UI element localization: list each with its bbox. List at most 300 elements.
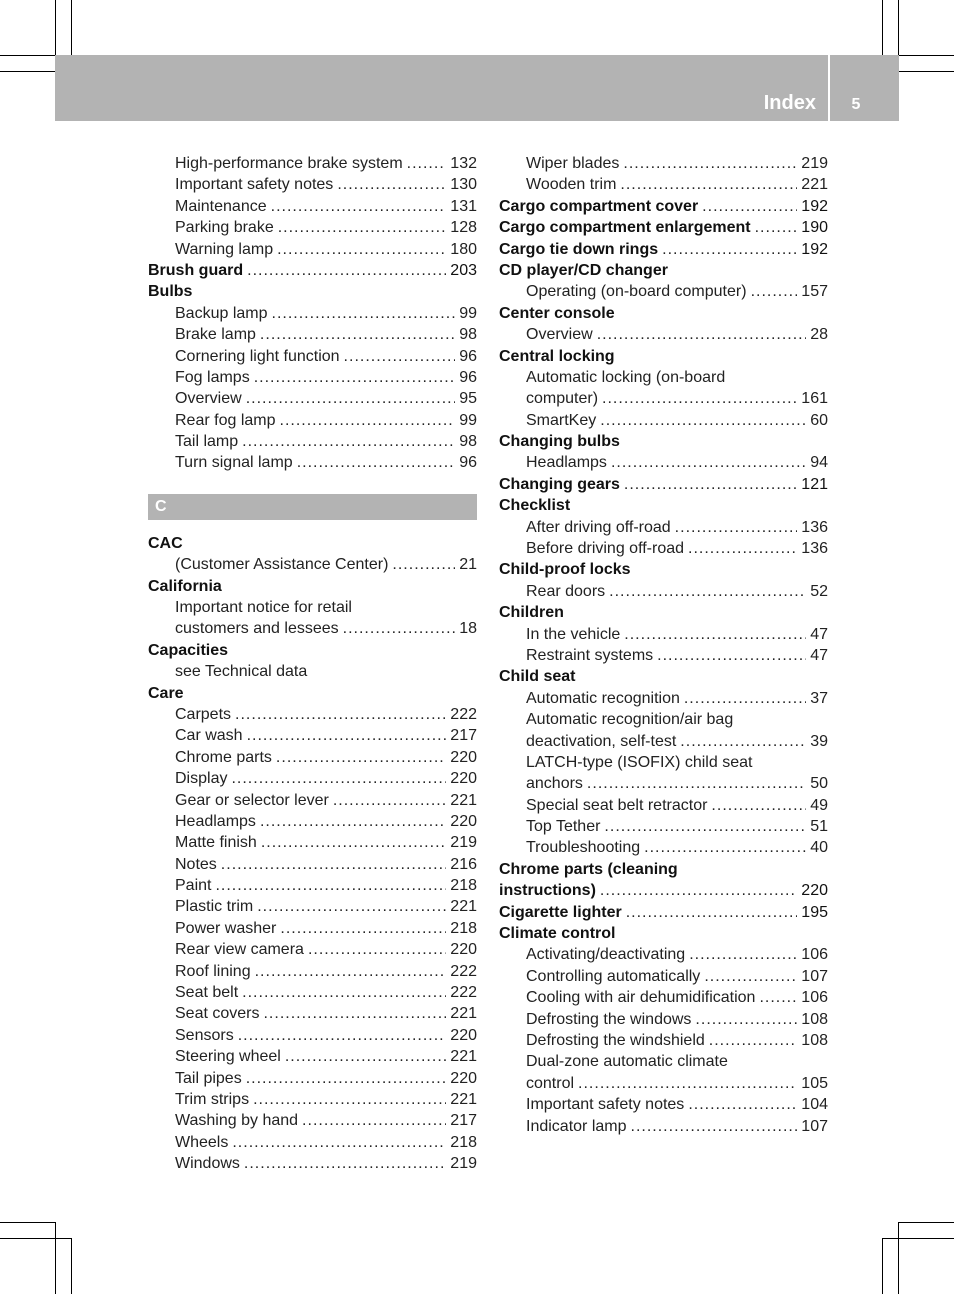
entry-text: Cargo compartment cover	[499, 197, 699, 215]
index-entry-main	[148, 683, 477, 704]
index-entry-main	[499, 346, 828, 367]
index-entry-sub	[499, 944, 828, 965]
index-entry-main	[499, 196, 828, 217]
leader-dots	[644, 837, 806, 858]
entry-text: California	[148, 577, 222, 595]
entry-text: anchors	[526, 775, 583, 793]
entry-text: Car wash	[175, 727, 243, 745]
index-entry-sub	[148, 1046, 477, 1067]
index-entry-sub	[148, 597, 477, 618]
entry-text: see Technical data	[175, 663, 308, 681]
entry-text: Washing by hand	[175, 1112, 299, 1130]
crop-mark	[898, 1222, 899, 1294]
leader-dots	[657, 645, 806, 666]
entry-page-number: 219	[450, 1155, 477, 1173]
leader-dots	[333, 790, 446, 811]
index-entry-sub	[499, 838, 828, 859]
leader-dots	[623, 153, 797, 174]
entry-page-number: 157	[801, 283, 828, 301]
entry-text: Central locking	[499, 347, 615, 365]
index-entry-sub	[499, 388, 828, 409]
index-entry-sub	[148, 1025, 477, 1046]
index-entry-sub	[499, 709, 828, 730]
header-divider	[828, 55, 830, 121]
leader-dots	[709, 1030, 798, 1051]
index-entry-list	[148, 533, 477, 1175]
entry-page-number: 37	[810, 689, 828, 707]
leader-dots	[260, 811, 446, 832]
entry-page-number: 217	[450, 1112, 477, 1130]
entry-page-number: 106	[801, 989, 828, 1007]
entry-text: Parking brake	[175, 219, 274, 237]
index-entry-main	[499, 666, 828, 687]
entry-page-number: 108	[801, 1032, 828, 1049]
entry-text: Headlamps	[175, 812, 256, 830]
index-entry-sub	[148, 1132, 477, 1153]
entry-page-number: 203	[450, 261, 477, 279]
index-entry-main	[499, 239, 828, 260]
entry-page-number: 99	[459, 411, 477, 429]
index-entry-sub	[148, 431, 477, 452]
index-entry-main	[148, 576, 477, 597]
leader-dots	[238, 1025, 447, 1046]
entry-page-number: 105	[801, 1074, 828, 1092]
index-entry-sub	[499, 987, 828, 1008]
leader-dots	[280, 918, 446, 939]
leader-dots	[254, 367, 456, 388]
index-entry-main	[499, 431, 828, 452]
index-entry-sub	[148, 196, 477, 217]
leader-dots	[215, 875, 446, 896]
entry-text: Sensors	[175, 1026, 234, 1044]
entry-text: SmartKey	[526, 411, 597, 429]
entry-page-number: 222	[450, 962, 477, 980]
entry-page-number: 221	[450, 1048, 477, 1066]
entry-page-number: 180	[450, 240, 477, 258]
index-entry-sub	[499, 281, 828, 302]
entry-text: Wheels	[175, 1133, 229, 1151]
index-entry-sub	[148, 704, 477, 725]
entry-text: Child-proof locks	[499, 561, 631, 579]
index-entry-sub	[148, 939, 477, 960]
index-entry-main	[499, 859, 828, 880]
entry-text: Headlamps	[526, 454, 607, 472]
index-entry-main	[499, 495, 828, 516]
leader-dots	[221, 854, 447, 875]
leader-dots	[751, 281, 798, 302]
entry-page-number: 94	[810, 454, 828, 472]
entry-page-number: 222	[450, 984, 477, 1002]
entry-text: Climate control	[499, 925, 616, 943]
entry-text: Before driving off-road	[526, 540, 685, 558]
entry-text: Special seat belt retractor	[526, 796, 708, 814]
crop-mark	[55, 0, 56, 55]
index-entry-sub	[148, 832, 477, 853]
leader-dots	[297, 452, 456, 473]
entry-page-number: 221	[450, 898, 477, 916]
leader-dots	[278, 217, 447, 238]
index-entry-main	[148, 260, 477, 281]
index-entry-sub	[499, 966, 828, 987]
index-entry-main	[499, 602, 828, 623]
leader-dots	[597, 324, 807, 345]
entry-page-number: 95	[459, 390, 477, 408]
entry-page-number: 190	[801, 219, 828, 237]
entry-page-number: 136	[801, 540, 828, 558]
entry-text: Important safety notes	[526, 1096, 685, 1114]
entry-text: Capacities	[148, 641, 229, 659]
entry-page-number: 216	[450, 855, 477, 873]
leader-dots	[407, 153, 447, 174]
entry-page-number: 47	[810, 646, 828, 664]
index-entry-main	[499, 260, 828, 281]
entry-page-number: 219	[801, 154, 828, 172]
index-entry-main	[148, 281, 477, 302]
entry-text: instructions)	[499, 882, 596, 900]
entry-page-number: 221	[450, 1091, 477, 1108]
index-entry-sub	[148, 554, 477, 575]
entry-page-number: 50	[810, 775, 828, 793]
entry-text: Plastic trim	[175, 898, 254, 916]
entry-text: Cornering light function	[175, 347, 340, 365]
entry-text: Brush guard	[148, 261, 244, 279]
entry-text: Chrome parts (cleaning	[499, 860, 678, 878]
entry-page-number: 221	[450, 1005, 477, 1023]
leader-dots	[600, 410, 806, 431]
leader-dots	[755, 217, 798, 238]
index-entry-sub	[148, 618, 477, 639]
entry-text: Matte finish	[175, 834, 257, 852]
entry-text: Restraint systems	[526, 646, 654, 664]
leader-dots	[602, 388, 797, 409]
leader-dots	[235, 704, 446, 725]
crop-mark	[898, 0, 899, 55]
index-entry-sub	[148, 324, 477, 345]
leader-dots	[246, 1068, 447, 1089]
page-number: 5	[851, 96, 861, 113]
index-entry-main	[499, 303, 828, 324]
index-entry-sub	[499, 452, 828, 473]
entry-page-number: 218	[450, 877, 477, 895]
leader-dots	[624, 474, 797, 495]
index-entry-list	[148, 153, 477, 474]
leader-dots	[675, 517, 798, 538]
index-entry-main	[499, 559, 828, 580]
leader-dots	[578, 1073, 797, 1094]
leader-dots	[392, 554, 455, 575]
entry-text: Defrosting the windshield	[526, 1032, 705, 1049]
leader-dots	[611, 452, 806, 473]
entry-page-number: 219	[450, 834, 477, 852]
index-entry-sub	[148, 961, 477, 982]
entry-text: Display	[175, 770, 228, 788]
entry-text: Changing gears	[499, 475, 620, 493]
entry-text: Paint	[175, 877, 212, 895]
entry-page-number: 40	[810, 839, 828, 857]
index-entry-sub	[499, 1009, 828, 1030]
leader-dots	[271, 196, 447, 217]
leader-dots	[711, 795, 806, 816]
entry-page-number: 96	[459, 454, 477, 472]
crop-mark	[71, 1238, 72, 1294]
index-entry-sub	[148, 854, 477, 875]
entry-text: Center console	[499, 304, 615, 322]
entry-page-number: 51	[810, 818, 828, 836]
leader-dots	[609, 581, 806, 602]
index-entry-sub	[148, 1110, 477, 1131]
entry-text: Cooling with air dehumidification	[526, 989, 756, 1007]
crop-mark	[0, 1238, 71, 1239]
index-entry-sub	[148, 1068, 477, 1089]
index-entry-sub	[499, 731, 828, 752]
entry-text: deactivation, self-test	[526, 732, 677, 750]
crop-mark	[899, 55, 954, 56]
entry-text: Indicator lamp	[526, 1117, 627, 1135]
entry-text: customers and lessees	[175, 620, 339, 638]
entry-page-number: 220	[801, 882, 828, 900]
leader-dots	[344, 346, 456, 367]
entry-text: Tail lamp	[175, 433, 239, 451]
entry-page-number: 220	[450, 770, 477, 788]
index-entry-sub	[499, 517, 828, 538]
leader-dots	[680, 731, 806, 752]
entry-text: Child seat	[499, 668, 576, 686]
entry-page-number: 192	[801, 197, 828, 215]
entry-text: Rear doors	[526, 582, 606, 600]
index-entry-sub	[148, 875, 477, 896]
leader-dots	[247, 260, 446, 281]
entry-page-number: 132	[450, 154, 477, 172]
entry-text: Cargo tie down rings	[499, 240, 659, 258]
index-entry-sub	[499, 773, 828, 794]
entry-text: Seat belt	[175, 984, 239, 1002]
index-entry-sub	[148, 725, 477, 746]
index-entry-sub	[499, 1116, 828, 1137]
leader-dots	[308, 939, 446, 960]
entry-text: After driving off-road	[526, 518, 671, 536]
entry-page-number: 18	[459, 620, 477, 638]
index-entry-sub	[148, 790, 477, 811]
index-entry-sub	[499, 153, 828, 174]
entry-text: (Customer Assistance Center)	[175, 556, 389, 574]
leader-dots	[285, 1046, 446, 1067]
entry-page-number: 221	[801, 176, 828, 194]
leader-dots	[253, 1089, 446, 1110]
entry-text: Important notice for retail	[175, 599, 352, 617]
index-column-left	[148, 153, 477, 1175]
entry-page-number: 60	[810, 411, 828, 429]
entry-page-number: 104	[801, 1096, 828, 1114]
crop-mark	[883, 1238, 954, 1239]
entry-text: Automatic recognition	[526, 689, 680, 707]
index-entry-sub	[148, 410, 477, 431]
index-entry-sub	[499, 645, 828, 666]
entry-page-number: 220	[450, 1069, 477, 1087]
entry-text: Defrosting the windows	[526, 1010, 692, 1028]
crop-mark	[0, 1222, 55, 1223]
entry-text: LATCH-type (ISOFIX) child seat	[526, 753, 753, 771]
leader-dots	[257, 896, 446, 917]
entry-page-number: 49	[810, 796, 828, 814]
index-entry-sub	[499, 752, 828, 773]
index-entry-list	[499, 153, 828, 1137]
entry-page-number: 131	[450, 197, 477, 215]
entry-text: Gear or selector lever	[175, 791, 329, 809]
entry-text: Wiper blades	[526, 154, 620, 172]
leader-dots	[688, 538, 797, 559]
entry-page-number: 161	[801, 390, 828, 408]
entry-page-number: 107	[801, 1117, 828, 1135]
leader-dots	[626, 902, 798, 923]
entry-text: Children	[499, 604, 564, 622]
leader-dots	[302, 1110, 446, 1131]
leader-dots	[600, 880, 797, 901]
entry-page-number: 99	[459, 304, 477, 322]
index-entry-sub	[148, 768, 477, 789]
entry-text: Activating/deactivating	[526, 946, 686, 964]
entry-page-number: 220	[450, 1026, 477, 1044]
entry-page-number: 96	[459, 368, 477, 386]
entry-text: CAC	[148, 534, 183, 552]
index-entry-main	[148, 533, 477, 554]
entry-page-number: 106	[801, 946, 828, 964]
index-entry-sub	[148, 346, 477, 367]
entry-text: CD player/CD changer	[499, 261, 668, 279]
leader-dots	[688, 1094, 797, 1115]
entry-page-number: 128	[450, 219, 477, 237]
index-entry-sub	[148, 452, 477, 473]
entry-text: Carpets	[175, 705, 232, 723]
index-entry-sub	[499, 367, 828, 388]
crop-mark	[899, 1222, 954, 1223]
index-entry-sub	[499, 1094, 828, 1115]
index-entry-sub	[148, 217, 477, 238]
entry-text: Backup lamp	[175, 304, 268, 322]
leader-dots	[343, 618, 456, 639]
entry-text: Steering wheel	[175, 1048, 281, 1066]
index-entry-main	[499, 474, 828, 495]
leader-dots	[244, 1153, 446, 1174]
page-title: Index	[763, 92, 816, 114]
leader-dots	[261, 832, 446, 853]
index-entry-sub	[148, 239, 477, 260]
index-entry-sub	[148, 388, 477, 409]
index-entry-sub	[499, 1030, 828, 1051]
leader-dots	[231, 768, 446, 789]
index-entry-sub	[499, 688, 828, 709]
entry-text: Operating (on-board computer)	[526, 283, 747, 301]
index-entry-sub	[148, 1003, 477, 1024]
entry-page-number: 21	[459, 556, 477, 574]
entry-page-number: 39	[810, 732, 828, 750]
entry-text: Checklist	[499, 497, 571, 515]
entry-page-number: 217	[450, 727, 477, 745]
index-entry-sub	[148, 982, 477, 1003]
entry-text: Wooden trim	[526, 176, 617, 194]
leader-dots	[242, 431, 455, 452]
entry-text: control	[526, 1074, 575, 1092]
index-entry-sub	[499, 624, 828, 645]
index-entry-main	[499, 923, 828, 944]
entry-text: Chrome parts	[175, 748, 272, 766]
index-entry-sub	[499, 581, 828, 602]
entry-page-number: 136	[801, 518, 828, 536]
leader-dots	[624, 624, 806, 645]
leader-dots	[232, 1132, 446, 1153]
leader-dots	[684, 688, 806, 709]
entry-text: Brake lamp	[175, 326, 256, 344]
entry-page-number: 52	[810, 582, 828, 600]
index-entry-main	[499, 880, 828, 901]
index-entry-main	[499, 217, 828, 238]
leader-dots	[260, 324, 455, 345]
entry-text: Automatic recognition/air bag	[526, 711, 734, 729]
index-entry-sub	[499, 1073, 828, 1094]
leader-dots	[280, 410, 456, 431]
entry-page-number: 218	[450, 1133, 477, 1151]
entry-text: Overview	[526, 326, 593, 344]
crop-mark	[55, 1222, 56, 1294]
entry-text: Cargo compartment enlargement	[499, 219, 751, 237]
leader-dots	[247, 725, 447, 746]
leader-dots	[337, 174, 446, 195]
index-entry-main	[148, 640, 477, 661]
entry-text: Roof lining	[175, 962, 251, 980]
entry-text: Controlling automatically	[526, 967, 701, 985]
entry-page-number: 220	[450, 941, 477, 959]
index-entry-sub	[148, 661, 477, 682]
leader-dots	[631, 1116, 798, 1137]
entry-text: computer)	[526, 390, 599, 408]
entry-page-number: 98	[459, 326, 477, 344]
entry-page-number: 98	[459, 433, 477, 451]
leader-dots	[704, 966, 797, 987]
index-entry-sub	[499, 816, 828, 837]
leader-dots	[587, 773, 806, 794]
leader-dots	[620, 174, 797, 195]
entry-text: High-performance brake system	[175, 154, 403, 172]
entry-text: Windows	[175, 1155, 240, 1173]
entry-page-number: 96	[459, 347, 477, 365]
entry-page-number: 220	[450, 748, 477, 766]
leader-dots	[604, 816, 806, 837]
entry-page-number: 28	[810, 326, 828, 344]
leader-dots	[263, 1003, 446, 1024]
entry-page-number: 222	[450, 705, 477, 723]
entry-text: Changing bulbs	[499, 433, 620, 451]
entry-page-number: 121	[801, 475, 828, 493]
entry-text: Care	[148, 684, 184, 702]
crop-mark	[882, 1238, 883, 1294]
entry-text: Notes	[175, 855, 217, 873]
index-entry-sub	[148, 153, 477, 174]
leader-dots	[255, 961, 447, 982]
entry-page-number: 107	[801, 967, 828, 985]
leader-dots	[662, 239, 797, 260]
entry-text: Dual-zone automatic climate	[526, 1053, 728, 1071]
entry-page-number: 218	[450, 919, 477, 937]
entry-text: Warning lamp	[175, 240, 274, 258]
entry-page-number: 195	[801, 903, 828, 921]
entry-page-number: 192	[801, 240, 828, 258]
index-entry-sub	[148, 367, 477, 388]
entry-text: Tail pipes	[175, 1069, 242, 1087]
entry-text: Rear view camera	[175, 941, 304, 959]
leader-dots	[689, 944, 797, 965]
index-entry-sub	[148, 897, 477, 918]
index-entry-sub	[499, 174, 828, 195]
entry-page-number: 220	[450, 812, 477, 830]
